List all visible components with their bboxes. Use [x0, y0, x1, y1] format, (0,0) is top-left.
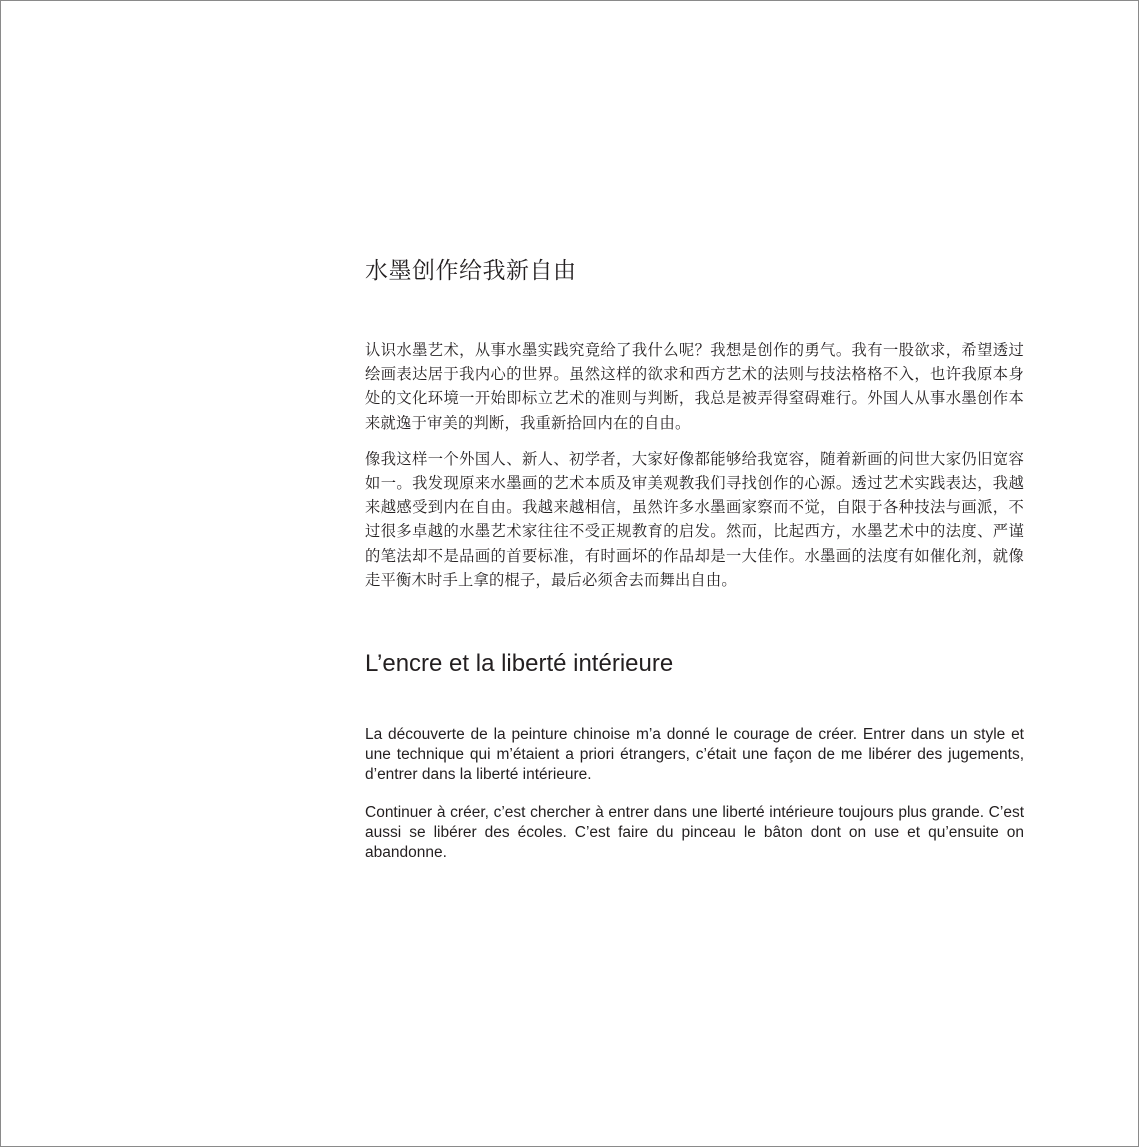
chinese-paragraph-1: 认识水墨艺术，从事水墨实践究竟给了我什么呢？我想是创作的勇气。我有一股欲求，希望透过绘画表达居于我内心的世界。虽然这样的欲求和西方艺术的法则与技法格格不入，也许我原本身处的文化环境一开始即标立艺术的准则与判断，我总是被弄得窒碍难行。外国人从事水墨创作本来就逸于审美的判断，我重新拾回内在的自由。 [365, 341, 1024, 432]
chinese-paragraph-2: 像我这样一个外国人、新人、初学者，大家好像都能够给我宽容，随着新画的问世大家仍旧宽容如一。我发现原来水墨画的艺术本质及审美观教我们寻找创作的心源。透过艺术实践表达，我越来越感受到内在自由。我越来越相信，虽然许多水墨画家察而不觉，自限于各种技法与画派，不过很多卓越的水墨艺术家往往不受正规教育的启发。然而，比起西方，水墨艺术中的法度、严谨的笔法却不是品画的首要标准，有时画坏的作品却是一大佳作。水墨画的法度有如催化剂，就像走平衡木时手上拿的棍子，最后必须舍去而舞出自由。 [365, 449, 1024, 589]
french-paragraph-2: Continuer à créer, c’est chercher à entrer dans une liberté intérieure toujours plus grande. C’est aussi se libérer des écoles. C’est faire du pinceau le bâton dont on use et qu’ensuite on abandonne. [365, 804, 1024, 861]
french-body [365, 725, 1024, 881]
french-paragraph-1: La découverte de la peinture chinoise m’a donné le courage de créer. Entrer dans un style et une technique qui m’étaient a priori étrangers, c’était une façon de me libérer des jugements, d’entrer dans la liberté intérieure. [365, 726, 1024, 783]
chinese-title: 水墨创作给我新自由 [365, 258, 577, 284]
french-title: L’encre et la liberté intérieure [365, 650, 674, 677]
chinese-body [365, 338, 1024, 604]
